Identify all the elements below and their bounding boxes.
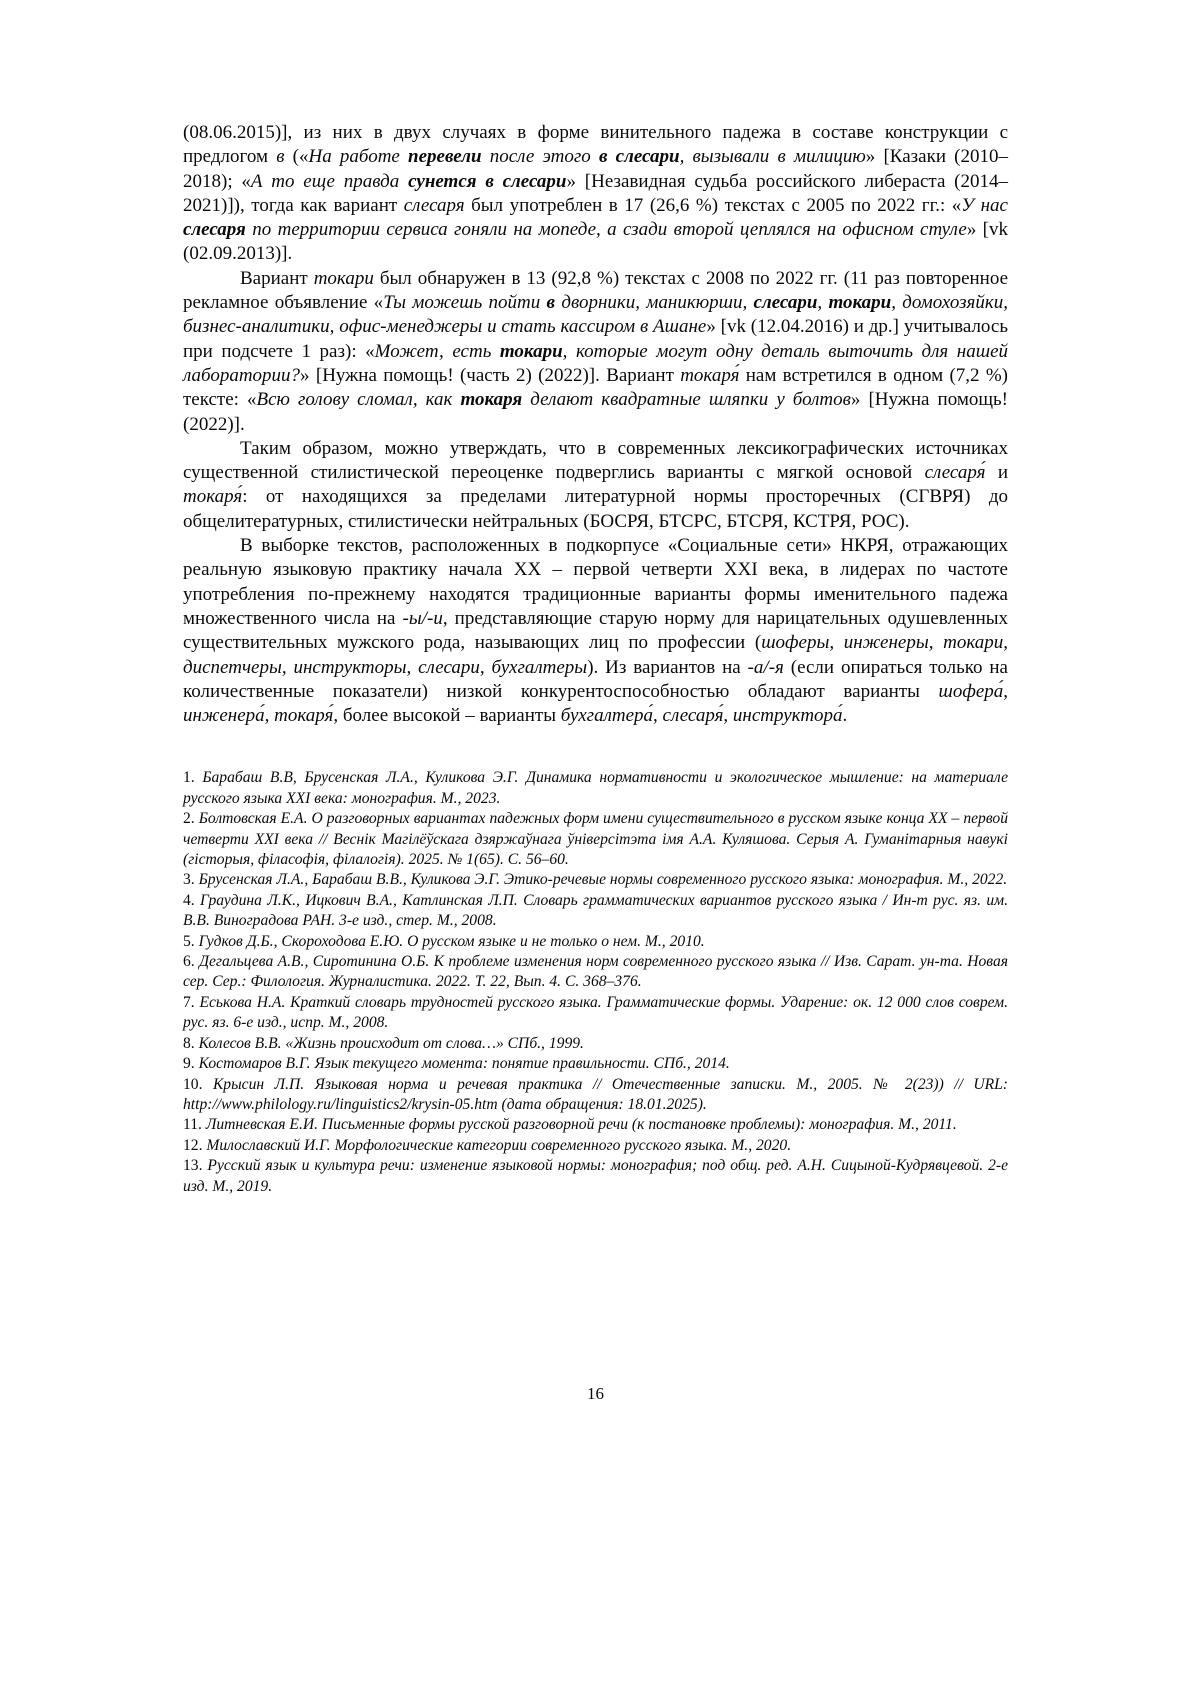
reference-number: 11. bbox=[183, 1116, 206, 1134]
reference-item bbox=[183, 952, 1008, 993]
reference-item bbox=[183, 932, 1008, 952]
reference-item bbox=[183, 891, 1008, 932]
reference-text: Граудина Л.К., Ицкович В.А., Катлинская Л.П. Словарь грамматических вариантов русского языка / Ин-т рус. яз. им. В.В. Виноградова РАН. 3-е изд., стер. М., 2008. bbox=[183, 891, 1009, 930]
reference-text: Барабаш В.В, Брусенская Л.А., Куликова Э.Г. Динамика нормативности и экологическое мышление: на материале русского языка XXI века: монография. М., 2023. bbox=[183, 769, 1008, 807]
reference-item bbox=[183, 1156, 1008, 1197]
reference-number: 7. bbox=[183, 993, 200, 1011]
reference-item bbox=[183, 1136, 1008, 1156]
reference-item bbox=[183, 809, 1008, 870]
reference-item bbox=[183, 1115, 1008, 1135]
reference-text: Колесов В.В. «Жизнь происходит от слова…» СПб., 1999. bbox=[198, 1034, 584, 1052]
reference-item bbox=[183, 768, 1008, 809]
paragraph: (08.06.2015)], из них в двух случаях в форме винительного падежа в составе конструкции с предлогом в («На работе перевели после этого в слесари, вызывали в милицию» [Казаки (2010–2018); «А то еще правда сунется в слесари» [Незавидная судьба российского либераста (2014–2021)]), тогда как вариант слесаря был употреблен в 17 (26,6 %) текстах с 2005 по 2022 гг.: «У нас слесаря по территории сервиса гоняли на мопеде, а сзади второй цеплялся на офисном стуле» [vk (02.09.2013)]. bbox=[183, 122, 1009, 265]
reference-text: Крысин Л.П. Языковая норма и речевая практика // Отечественные записки. М., 2005. № 2(23)) // URL: http://www.philology.ru/linguistics2/krysin-05.htm (дата обращения: 18.01.2025). bbox=[183, 1075, 1008, 1113]
reference-item bbox=[183, 993, 1008, 1034]
reference-number: 10. bbox=[183, 1075, 213, 1093]
reference-number: 1. bbox=[183, 769, 203, 787]
reference-text: Брусенская Л.А., Барабаш В.В., Куликова Э.Г. Этико-речевые нормы современного русского языка: монография. М., 2022. bbox=[198, 871, 1008, 889]
reference-text: Русский язык и культура речи: изменение языковой нормы: монография; под общ. ред. А.Н. Сицыной-Кудрявцевой. 2-е изд. М., 2019. bbox=[183, 1157, 1008, 1195]
reference-item bbox=[183, 1034, 1008, 1054]
paragraph: Таким образом, можно утверждать, что в современных лексикографических источниках существенной стилистической переоценке подверглись варианты с мягкой основой слесаря́ и токаря́: от находящихся за пределами литературной нормы просторечных (СГВРЯ) до общелитературных, стилистически нейтральных (БОСРЯ, БТСРС, БТСРЯ, КСТРЯ, РОС). bbox=[183, 437, 1008, 532]
reference-text: Литневская Е.И. Письменные формы русской разговорной речи (к постановке проблемы): монография. М., 2011. bbox=[205, 1116, 957, 1134]
reference-number: 3. bbox=[183, 871, 199, 889]
page-number: 16 bbox=[587, 1384, 604, 1403]
body-text bbox=[183, 121, 1008, 728]
reference-number: 5. bbox=[183, 932, 199, 950]
paragraph: Вариант токари был обнаружен в 13 (92,8 %) текстах с 2008 по 2022 гг. (11 раз повторенное рекламное объявление «Ты можешь пойти в дворники, маникюрши, слесари, токари, домохозяйки, бизнес-аналитики, офис-менеджеры и стать кассиром в Ашане» [vk (12.04.2016) и др.] учитывалось при подсчете 1 раз): «Может, есть токари, которые могут одну деталь выточить для нашей лаборатории?» [Нужна помощь! (часть 2) (2022)]. Вариант токаря́ нам встретился в одном (7,2 %) тексте: «Всю голову сломал, как токаря делают квадратные шляпки у болтов» [Нужна помощь! (2022)]. bbox=[183, 267, 1009, 435]
paragraph: В выборке текстов, расположенных в подкорпусе «Социальные сети» НКРЯ, отражающих реальную языковую практику начала XX – первой четверти XXI века, в лидерах по частоте употребления по-прежнему находятся традиционные варианты формы именительного падежа множественного числа на -ы/-и, представляющие старую норму для нарицательных одушевленных существительных мужского рода, называющих лиц по профессии (шоферы, инженеры, токари, диспетчеры, инструкторы, слесари, бухгалтеры). Из вариантов на -а/-я (если опираться только на количественные показатели) низкой конкурентоспособностью обладают варианты шофера́, инженера́, токаря́, более высокой – варианты бухгалтера́, слесаря́, инструктора́. bbox=[183, 535, 1009, 727]
reference-number: 6. bbox=[183, 953, 200, 971]
reference-text: Гудков Д.Б., Скороходова Е.Ю. О русском языке и не только о нем. М., 2010. bbox=[198, 932, 705, 950]
reference-text: Костомаров В.Г. Язык текущего момента: понятие правильности. СПб., 2014. bbox=[198, 1055, 730, 1073]
reference-text: Дегальцева А.В., Сиротинина О.Б. К проблеме изменения норм современного русского языка // Изв. Сарат. ун-та. Новая сер. Сер.: Филология. Журналистика. 2022. Т. 22, Вып. 4. С. 368–376. bbox=[183, 953, 1008, 991]
reference-item bbox=[183, 870, 1008, 890]
references bbox=[183, 768, 1008, 1197]
reference-number: 4. bbox=[183, 891, 201, 909]
reference-number: 8. bbox=[183, 1034, 199, 1052]
reference-number: 2. bbox=[183, 810, 199, 828]
reference-text: Милославский И.Г. Морфологические категории современного русского языка. М., 2020. bbox=[206, 1136, 792, 1154]
reference-number: 9. bbox=[183, 1055, 199, 1073]
reference-text: Болтовская Е.А. О разговорных вариантах падежных форм имени существительного в русском языке конца XX – первой четверти XXI века // Веснік Магілёўскага дзяржаўнага ўніверсітэта імя А.А. Куляшова. Серыя А. Гуманітарныя навукі (гісторыя, філасофія, філалогія). 2025. № 1(65). С. 56–60. bbox=[183, 810, 1009, 869]
reference-item bbox=[183, 1054, 1008, 1074]
reference-text: Еськова Н.А. Краткий словарь трудностей русского языка. Грамматические формы. Ударение: ок. 12 000 слов соврем. рус. яз. 6-е изд., испр. М., 2008. bbox=[183, 993, 1008, 1032]
reference-number: 13. bbox=[183, 1157, 208, 1175]
reference-item bbox=[183, 1075, 1008, 1116]
reference-number: 12. bbox=[183, 1136, 207, 1154]
